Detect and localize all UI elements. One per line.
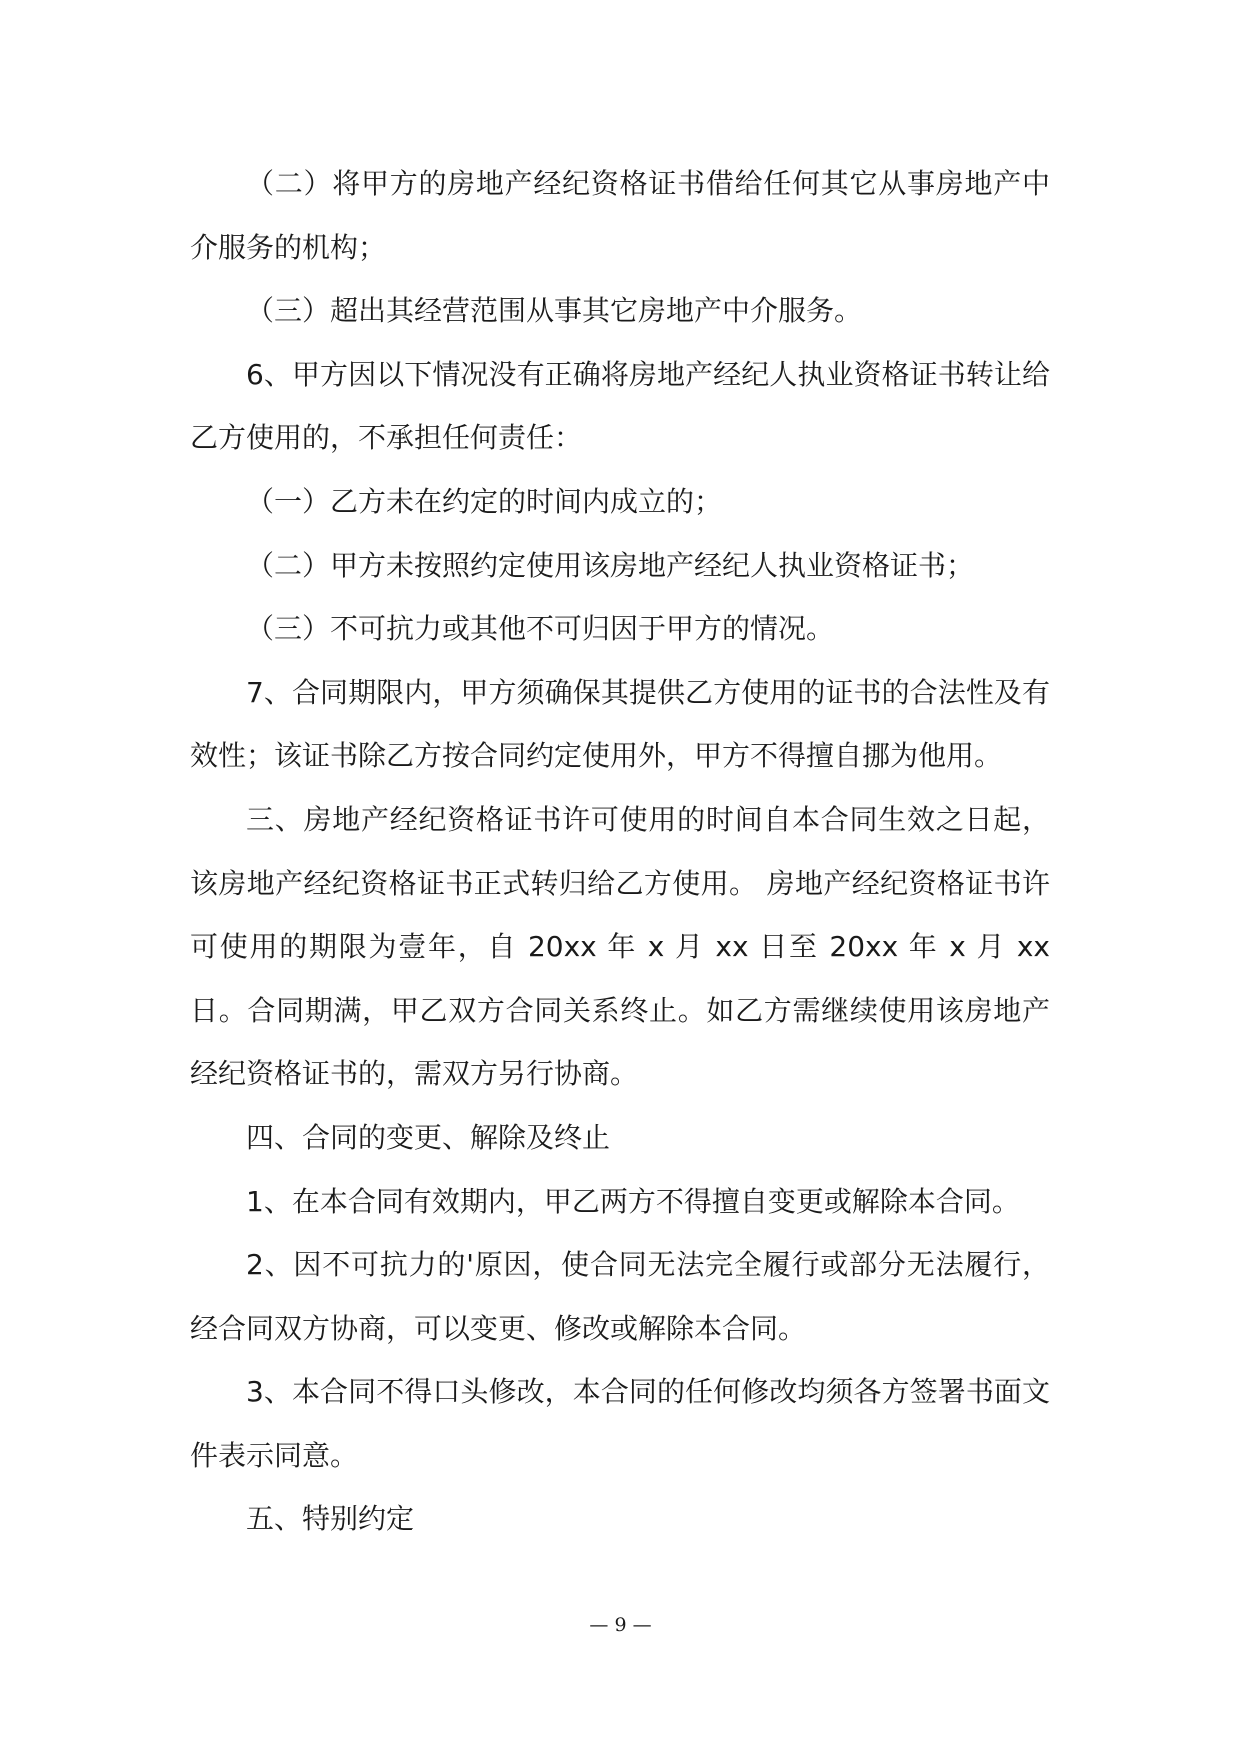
page-number: — 9 —: [589, 1614, 652, 1636]
paragraph-item-7: 7、合同期限内，甲方须确保其提供乙方使用的证书的合法性及有效性；该证书除乙方按合同约定使用外，甲方不得擅自挪为他用。: [190, 675, 1050, 773]
paragraph-item-6-1: （一）乙方未在约定的时间内成立的；: [246, 484, 723, 518]
paragraph-item-6-3: （三）不可抗力或其他不可归因于甲方的情况。: [246, 612, 835, 646]
section-heading-4: 四、合同的变更、解除及终止: [246, 1120, 611, 1154]
paragraph-item-6: 6、甲方因以下情况没有正确将房地产经纪人执业资格证书转让给乙方使用的，不承担任何责任：: [190, 357, 1050, 455]
paragraph-clause-2-3: （三）超出其经营范围从事其它房地产中介服务。: [246, 294, 863, 328]
paragraph-section-4-item-3: 3、本合同不得口头修改，本合同的任何修改均须各方签署书面文件表示同意。: [190, 1375, 1050, 1472]
paragraph-item-6-2: （二）甲方未按照约定使用该房地产经纪人执业资格证书；: [246, 548, 975, 582]
paragraph-clause-2-2: （二）将甲方的房地产经纪资格证书借给任何其它从事房地产中介服务的机构；: [190, 167, 1050, 264]
paragraph-section-4-item-2: 2、因不可抗力的'原因，使合同无法完全履行或部分无法履行，经合同双方协商，可以变更、修改或解除本合同。: [190, 1248, 1050, 1345]
section-heading-5: 五、特别约定: [246, 1502, 415, 1536]
paragraph-section-3: 三、房地产经纪资格证书许可使用的时间自本合同生效之日起，该房地产经纪资格证书正式转归给乙方使用。 房地产经纪资格证书许可使用的期限为壹年，自 20xx 年 x 月 xx 日至 20xx 年 x 月 xx 日。合同期满，甲乙双方合同关系终止。如乙方需继续使用该房地产经纪资格证书的，需双方另行协商。: [190, 802, 1059, 1091]
document-body: [190, 152, 1059, 1551]
paragraph-section-4-item-1: 1、在本合同有效期内，甲乙两方不得擅自变更或解除本合同。: [246, 1184, 1020, 1218]
